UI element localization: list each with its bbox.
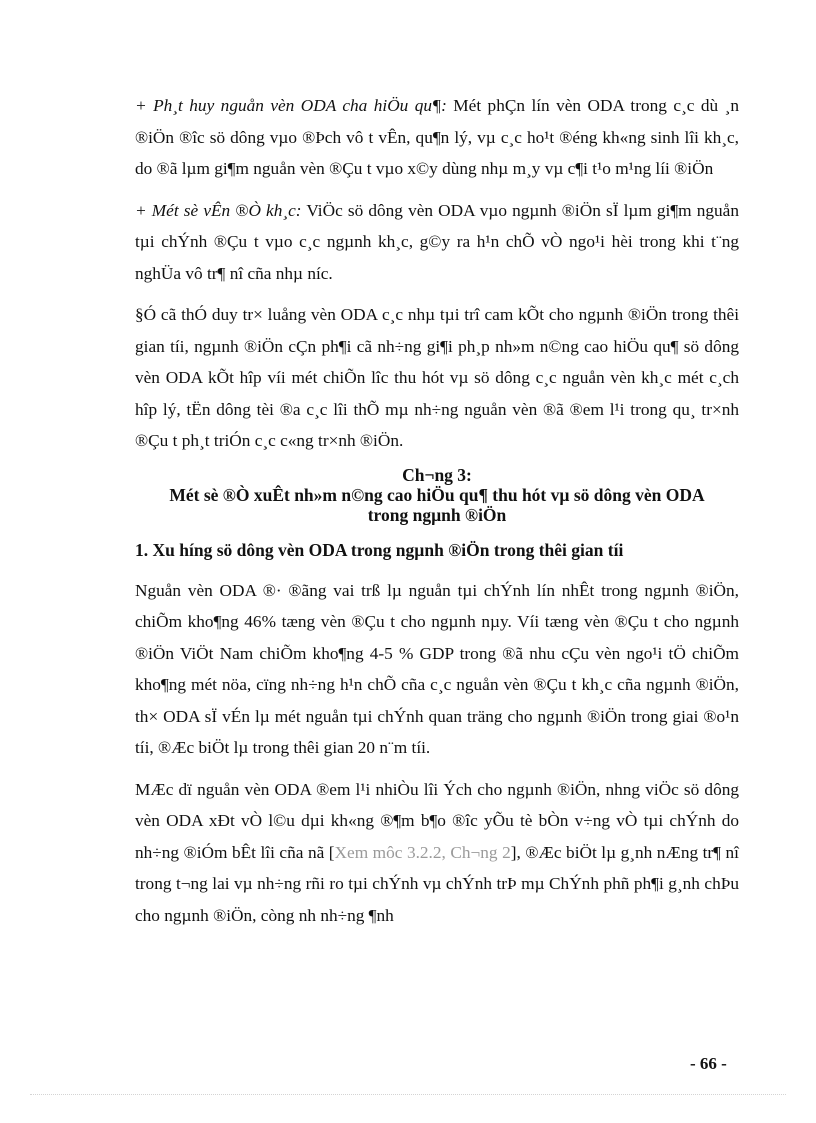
paragraph-oda-drawbacks	[135, 774, 739, 932]
paragraph-lead: + Mét sè vÊn ®Ò kh¸c:	[135, 200, 302, 220]
paragraph-lead: + Ph¸t huy nguån vèn ODA cha hiÖu qu¶:	[135, 96, 447, 115]
paragraph-oda-role: Nguån vèn ODA ®· ®ãng vai trß lµ nguån tµi chÝnh lín nhÊt trong ngµnh ®iÖn, chiÕm kho¶ng 46% tæng vèn ®Çu t cho ngµnh nµy. Víi tæng vèn ®Çu t cho ngµnh ®iÖn ViÖt Nam chiÕm kho¶ng 4-5 % GDP trong ®ã nhu cÇu vèn ngo¹i tÖ chiÕm kho¶ng mét nöa, cïng nh÷ng h¹n chÕ cña c¸c nguån vèn ®Çu t kh¸c cña ngµnh ®iÖn, th× ODA sÏ vÉn lµ mét nguån tµi chÝnh quan träng cho ngµnh ®iÖn trong giai ®o¹n tíi, ®Æc biÖt lµ trong thêi gian 20 n¨m tíi.	[135, 580, 739, 757]
chapter-heading	[135, 465, 739, 525]
paragraph-oda-effectiveness	[135, 90, 739, 185]
paragraph-text: MÆc dï nguån vèn ODA ®em l¹i nhiÒu lîi Ých cho ngµnh ®iÖn, nhng viÖc sö dông vèn ODA xÐt vÒ l©u dµi kh«ng ®¶m b¶o ®îc yÕu tè bÒn v÷ng vÒ tµi chÝnh do nh÷ng ®iÓm bÊt lîi cña nã [	[135, 779, 739, 862]
chapter-label: Ch¬ng 3:	[402, 464, 472, 485]
page-number: - 66 -	[690, 1054, 727, 1073]
paragraph-maintain-oda: §Ó cã thÓ duy tr× luång vèn ODA c¸c nhµ tµi trî cam kÕt cho ngµnh ®iÖn trong thêi gian tíi, ngµnh ®iÖn cÇn ph¶i cã nh÷ng gi¶i ph¸p nh»m n©ng cao hiÖu qu¶ sö dông vèn ODA kÕt hîp víi mét chiÕn lîc thu hót vµ sö dông c¸c nguån vèn kh¸c mét c¸ch hîp lý, tËn dông tèi ®a c¸c lîi thÕ mµ nh÷ng nguån vèn ®ã ®em l¹i trong qu¸ tr×nh ®Çu t ph¸t triÓn c¸c c«ng tr×nh ®iÖn.	[135, 305, 739, 450]
paragraph-other-issues	[135, 195, 739, 290]
chapter-title-line-1: Mét sè ®Ò xuÊt nh»m n©ng cao hiÖu qu¶ thu hót vµ sö dông vèn ODA	[169, 484, 705, 505]
chapter-title-line-2: trong ngµnh ®iÖn	[367, 504, 507, 525]
section-heading: 1. Xu híng sö dông vèn ODA trong ngµnh ®iÖn trong thêi gian tíi	[135, 539, 624, 560]
paragraph-text: Mét phÇn lín vèn ODA trong c¸c dù ¸n ®iÖn ®îc sö dông vµo ®Þch vô t vÊn, qu¶n lý, vµ c¸c ho¹t ®éng kh«ng sinh lîi kh¸c, do ®ã lµm gi¶m nguån vèn ®Çu t vµo x©y dùng nhµ m¸y vµ c¶i t¹o m¹ng líi ®iÖn	[135, 96, 739, 178]
cross-reference-link[interactable]: Xem môc 3.2.2, Ch¬ng 2	[334, 842, 511, 862]
page-body	[135, 90, 739, 941]
footer-divider	[30, 1094, 786, 1095]
paragraph-text: ], ®Æc biÖt lµ g¸nh nÆng tr¶ nî trong t¬ng lai vµ nh÷ng rñi ro tµi chÝnh vµ chÝnh trÞ mµ ChÝnh phñ ph¶i g¸nh chÞu cho ngµnh ®iÖn, còng nh nh÷ng ¶nh	[135, 842, 739, 925]
paragraph-text: ViÖc sö dông vèn ODA vµo ngµnh ®iÖn sÏ lµm gi¶m nguån tµi chÝnh ®Çu t vµo c¸c ngµnh kh¸c, g©y ra h¹n chÕ vÒ ngo¹i hèi trong khi t¨ng nghÜa vô tr¶ nî cña nhµ níc.	[135, 200, 739, 283]
